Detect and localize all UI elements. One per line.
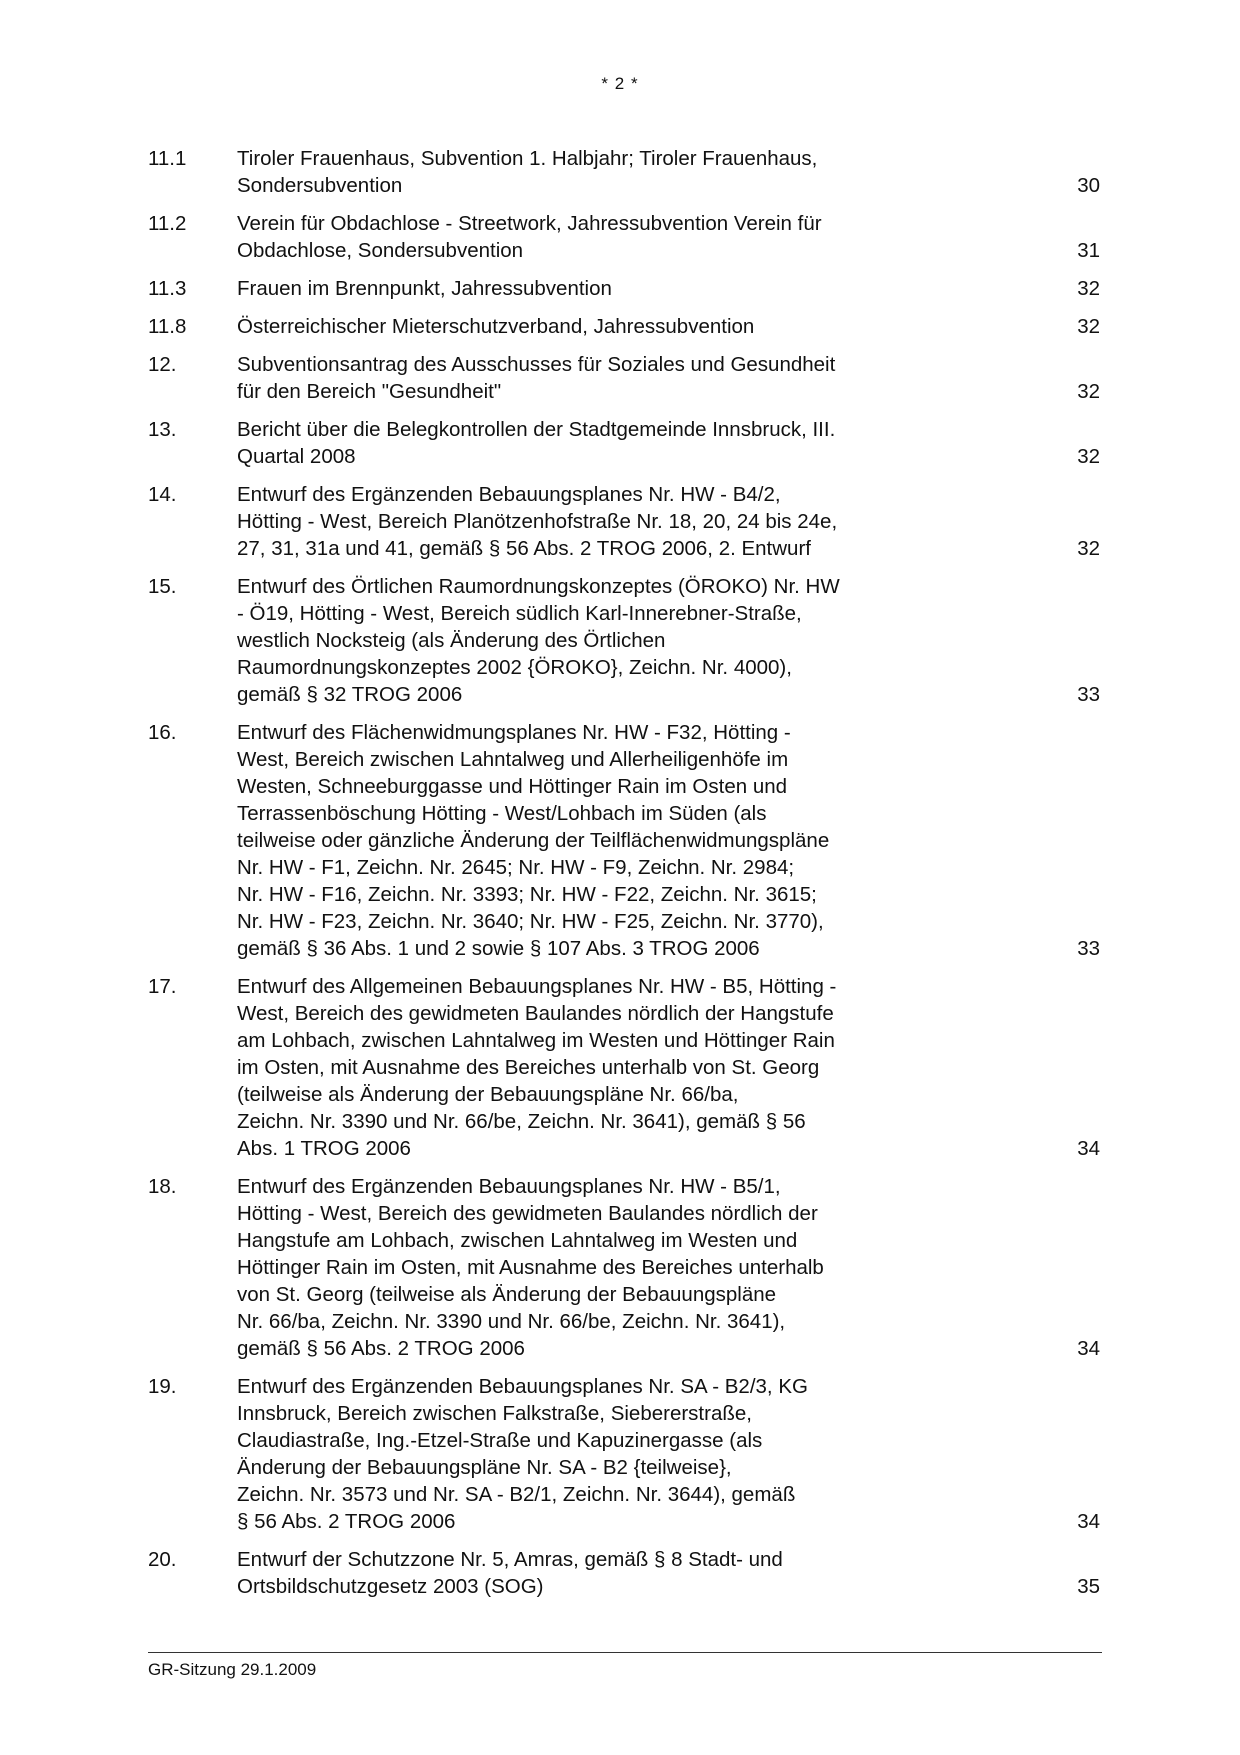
toc-entry-title-line: Entwurf des Allgemeinen Bebauungsplanes Nr. HW - B5, Hötting - [237, 975, 837, 998]
toc-entry-title-line: Nr. HW - F16, Zeichn. Nr. 3393; Nr. HW - F22, Zeichn. Nr. 3615; [237, 883, 817, 906]
toc-entry-title-line: Subventionsantrag des Ausschusses für Soziales und Gesundheit [237, 353, 836, 376]
toc-entry-number: 16. [148, 721, 177, 744]
toc-entry [148, 973, 1100, 1162]
toc-entry-title-line: im Osten, mit Ausnahme des Bereiches unterhalb von St. Georg [237, 1056, 820, 1079]
toc-entry [148, 145, 1100, 199]
toc-entry-title-line: Entwurf des Ergänzenden Bebauungsplanes Nr. HW - B4/2, [237, 483, 781, 506]
toc-entry-number: 11.3 [148, 277, 187, 300]
toc-entry-number: 18. [148, 1175, 177, 1198]
toc-entry-title [237, 275, 957, 302]
toc-entry-title-line: Höttinger Rain im Osten, mit Ausnahme des Bereiches unterhalb [237, 1256, 824, 1279]
toc-entry-title-line: Abs. 1 TROG 2006 [237, 1137, 411, 1160]
toc-entry-page-number: 31 [1077, 239, 1100, 262]
toc-entry-title-line: teilweise oder gänzliche Änderung der Teilflächenwidmungspläne [237, 829, 830, 852]
toc-entry-page-number: 32 [1077, 380, 1100, 403]
toc-entry-number: 11.8 [148, 315, 187, 338]
toc-entry-title-line: für den Bereich "Gesundheit" [237, 380, 502, 403]
toc-entry-title-line: Nr. 66/ba, Zeichn. Nr. 3390 und Nr. 66/be, Zeichn. Nr. 3641), [237, 1310, 786, 1333]
toc-entry-page-number: 34 [1077, 1510, 1100, 1533]
toc-entry-title-line: Ortsbildschutzgesetz 2003 (SOG) [237, 1575, 544, 1598]
toc-entry-number: 15. [148, 575, 177, 598]
toc-entry-title-line: Bericht über die Belegkontrollen der Stadtgemeinde Innsbruck, III. [237, 418, 836, 441]
toc-entry-title-line: Entwurf des Örtlichen Raumordnungskonzeptes (ÖROKO) Nr. HW [237, 575, 840, 598]
toc-entry-title [237, 145, 957, 199]
toc-entry-number: 11.1 [148, 147, 187, 170]
toc-entry-title-line: Innsbruck, Bereich zwischen Falkstraße, Siebererstraße, [237, 1402, 752, 1425]
footer-divider [148, 1652, 1102, 1653]
toc-entry [148, 351, 1100, 405]
toc-entry-title-line: Nr. HW - F1, Zeichn. Nr. 2645; Nr. HW - F9, Zeichn. Nr. 2984; [237, 856, 795, 879]
toc-entry [148, 1173, 1100, 1362]
toc-entry-title-line: Obdachlose, Sondersubvention [237, 239, 524, 262]
page-number: * 2 * [601, 74, 639, 93]
toc-entry [148, 313, 1100, 340]
toc-entry [148, 210, 1100, 264]
toc-entry-title-line: gemäß § 32 TROG 2006 [237, 683, 463, 706]
toc-entry-page-number: 35 [1077, 1575, 1100, 1598]
toc-entry-page-number: 32 [1077, 315, 1100, 338]
toc-entry [148, 719, 1100, 962]
footer-session-date: GR-Sitzung 29.1.2009 [148, 1660, 317, 1679]
toc-entry-page-number: 30 [1077, 174, 1100, 197]
toc-entry-title [237, 351, 957, 405]
toc-entry-title [237, 481, 957, 562]
toc-entry-title-line: gemäß § 56 Abs. 2 TROG 2006 [237, 1337, 525, 1360]
toc-entry-number: 13. [148, 418, 177, 441]
toc-entry-page-number: 33 [1077, 683, 1100, 706]
toc-entry-title [237, 973, 957, 1162]
toc-entry-title-line: Verein für Obdachlose - Streetwork, Jahressubvention Verein für [237, 212, 822, 235]
toc-entry-title [237, 210, 957, 264]
toc-entry-title-line: Zeichn. Nr. 3573 und Nr. SA - B2/1, Zeichn. Nr. 3644), gemäß [237, 1483, 796, 1506]
toc-entry-title-line: am Lohbach, zwischen Lahntalweg im Westen und Höttinger Rain [237, 1029, 835, 1052]
toc-entry-title-line: Entwurf des Ergänzenden Bebauungsplanes Nr. SA - B2/3, KG [237, 1375, 808, 1398]
toc-entry-title-line: West, Bereich des gewidmeten Baulandes nördlich der Hangstufe [237, 1002, 834, 1025]
toc-entry-number: 17. [148, 975, 177, 998]
toc-entry-title-line: Österreichischer Mieterschutzverband, Jahressubvention [237, 315, 755, 338]
toc-entry-number: 12. [148, 353, 177, 376]
toc-entry [148, 1546, 1100, 1600]
toc-entry-page-number: 32 [1077, 537, 1100, 560]
toc-entry-title-line: Raumordnungskonzeptes 2002 {ÖROKO}, Zeichn. Nr. 4000), [237, 656, 792, 679]
toc-entry-title [237, 1373, 957, 1535]
toc-entry-number: 14. [148, 483, 177, 506]
toc-entry-title-line: Hötting - West, Bereich des gewidmeten Baulandes nördlich der [237, 1202, 818, 1225]
toc-entry-page-number: 33 [1077, 937, 1100, 960]
toc-entry-title-line: Terrassenböschung Hötting - West/Lohbach im Süden (als [237, 802, 767, 825]
toc-entry-title-line: - Ö19, Hötting - West, Bereich südlich Karl-Innerebner-Straße, [237, 602, 802, 625]
toc-entry-page-number: 34 [1077, 1137, 1100, 1160]
toc-entry-title-line: von St. Georg (teilweise als Änderung der Bebauungspläne [237, 1283, 777, 1306]
toc-entry-title-line: Claudiastraße, Ing.-Etzel-Straße und Kapuzinergasse (als [237, 1429, 763, 1452]
toc-entry-title [237, 719, 957, 962]
toc-entry [148, 481, 1100, 562]
toc-entry-title-line: Hangstufe am Lohbach, zwischen Lahntalweg im Westen und [237, 1229, 798, 1252]
toc-entry-title-line: Entwurf des Flächenwidmungsplanes Nr. HW - F32, Hötting - [237, 721, 791, 744]
toc-entry-page-number: 34 [1077, 1337, 1100, 1360]
toc-entry-title-line: West, Bereich zwischen Lahntalweg und Allerheiligenhöfe im [237, 748, 789, 771]
toc-entry-page-number: 32 [1077, 445, 1100, 468]
toc-entry [148, 416, 1100, 470]
toc-entry-title-line: § 56 Abs. 2 TROG 2006 [237, 1510, 456, 1533]
table-of-contents [148, 145, 1100, 1611]
toc-entry-title-line: Westen, Schneeburggasse und Höttinger Rain im Osten und [237, 775, 788, 798]
toc-entry-title-line: Nr. HW - F23, Zeichn. Nr. 3640; Nr. HW - F25, Zeichn. Nr. 3770), [237, 910, 824, 933]
toc-entry [148, 573, 1100, 708]
toc-entry-title-line: Tiroler Frauenhaus, Subvention 1. Halbjahr; Tiroler Frauenhaus, [237, 147, 818, 170]
toc-entry-title-line: Änderung der Bebauungspläne Nr. SA - B2 {teilweise}, [237, 1456, 732, 1479]
toc-entry-title [237, 1546, 957, 1600]
toc-entry-title-line: Sondersubvention [237, 174, 403, 197]
toc-entry [148, 1373, 1100, 1535]
toc-entry-title-line: Frauen im Brennpunkt, Jahressubvention [237, 277, 612, 300]
toc-entry-number: 11.2 [148, 212, 187, 235]
toc-entry-title-line: Quartal 2008 [237, 445, 356, 468]
toc-entry-title-line: Entwurf der Schutzzone Nr. 5, Amras, gemäß § 8 Stadt- und [237, 1548, 783, 1571]
toc-entry-title [237, 416, 957, 470]
toc-entry-title-line: westlich Nocksteig (als Änderung des Örtlichen [237, 629, 666, 652]
toc-entry [148, 275, 1100, 302]
toc-entry-title-line: Zeichn. Nr. 3390 und Nr. 66/be, Zeichn. Nr. 3641), gemäß § 56 [237, 1110, 806, 1133]
toc-entry-number: 20. [148, 1548, 177, 1571]
toc-entry-title [237, 313, 957, 340]
toc-entry-number: 19. [148, 1375, 177, 1398]
toc-entry-title [237, 1173, 957, 1362]
toc-entry-title-line: 27, 31, 31a und 41, gemäß § 56 Abs. 2 TROG 2006, 2. Entwurf [237, 537, 811, 560]
toc-entry-title-line: gemäß § 36 Abs. 1 und 2 sowie § 107 Abs. 3 TROG 2006 [237, 937, 760, 960]
toc-entry-title-line: (teilweise als Änderung der Bebauungspläne Nr. 66/ba, [237, 1083, 739, 1106]
toc-entry-title-line: Hötting - West, Bereich Planötzenhofstraße Nr. 18, 20, 24 bis 24e, [237, 510, 838, 533]
toc-entry-title-line: Entwurf des Ergänzenden Bebauungsplanes Nr. HW - B5/1, [237, 1175, 781, 1198]
toc-entry-title [237, 573, 957, 708]
toc-entry-page-number: 32 [1077, 277, 1100, 300]
